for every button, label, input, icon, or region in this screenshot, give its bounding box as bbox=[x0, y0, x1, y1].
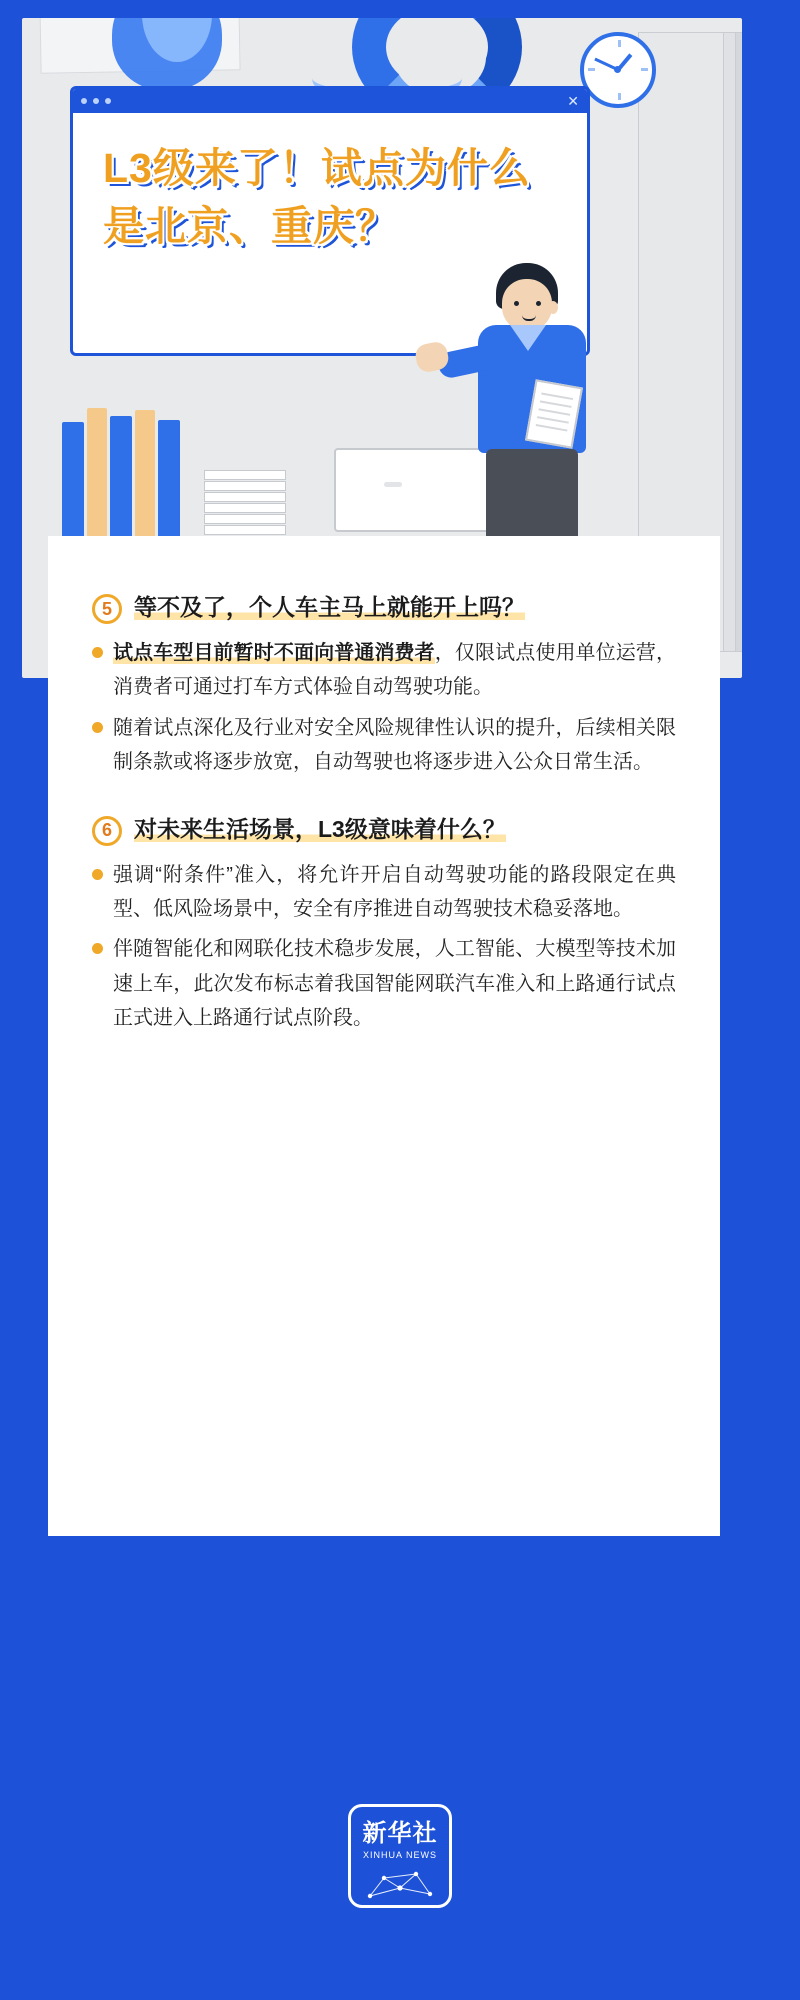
clock-icon bbox=[580, 32, 656, 108]
bullet-dot-icon bbox=[92, 647, 103, 658]
question-row bbox=[92, 814, 676, 846]
window-title-bar bbox=[73, 89, 587, 113]
logo-english-text: XINHUA NEWS bbox=[362, 1849, 437, 1860]
headline-line-1: L3级来了！试点为什么 bbox=[103, 145, 531, 191]
logo-chinese-text: 新华社 bbox=[362, 1819, 438, 1847]
question-text: 对未来生活场景，L3级意味着什么？ bbox=[134, 815, 506, 842]
bullet-list bbox=[92, 858, 676, 1036]
window-dots-icon bbox=[81, 98, 111, 104]
list-item bbox=[92, 858, 676, 927]
question-text: 等不及了，个人车主马上就能开上吗？ bbox=[134, 594, 525, 620]
bullet-text: 强调“附条件”准入，将允许开启自动驾驶功能的路段限定在典型、低风险场景中，安全有序推进自动驾驶技术稳妥落地。 bbox=[113, 863, 676, 920]
bullet-dot-icon bbox=[92, 943, 103, 954]
question-row bbox=[92, 592, 676, 624]
presenter-illustration bbox=[452, 263, 612, 553]
books-illustration bbox=[62, 403, 182, 548]
headline-line-2: 是北京、重庆？ bbox=[103, 203, 397, 250]
xinhua-logo bbox=[348, 1804, 452, 1908]
bullet-dot-icon bbox=[92, 869, 103, 880]
bullet-rest: ，仅限试点使用单位运营，消费者可通过打车方式体验自动驾驶功能。 bbox=[113, 642, 677, 699]
content-card bbox=[48, 536, 720, 1536]
bullet-highlight: 试点车型目前暂时不面向普通消费者 bbox=[113, 642, 435, 664]
question-number-badge: 6 bbox=[92, 816, 122, 846]
close-icon[interactable]: ✕ bbox=[567, 93, 579, 109]
bullet-text: 随着试点深化及行业对安全风险规律性认识的提升，后续相关限制条款或将逐步放宽，自动驾驶也将逐步进入公众日常生活。 bbox=[113, 716, 676, 774]
bullet-text: 伴随智能化和网联化技术稳步发展，人工智能、大模型等技术加速上车，此次发布标志着我国智能网联汽车准入和上路通行试点正式进入上路通行试点阶段。 bbox=[113, 938, 676, 1030]
bullet-dot-icon bbox=[92, 722, 103, 733]
window-body bbox=[73, 113, 587, 255]
footer bbox=[0, 1700, 800, 2000]
bullet-text bbox=[113, 636, 676, 705]
bullet-list bbox=[92, 636, 676, 780]
network-graphic-icon bbox=[364, 1866, 436, 1900]
list-item bbox=[92, 932, 676, 1035]
list-item bbox=[92, 711, 676, 780]
question-number-badge: 5 bbox=[92, 594, 122, 624]
list-item bbox=[92, 636, 676, 705]
qa-block bbox=[92, 592, 676, 780]
qa-block bbox=[92, 814, 676, 1036]
